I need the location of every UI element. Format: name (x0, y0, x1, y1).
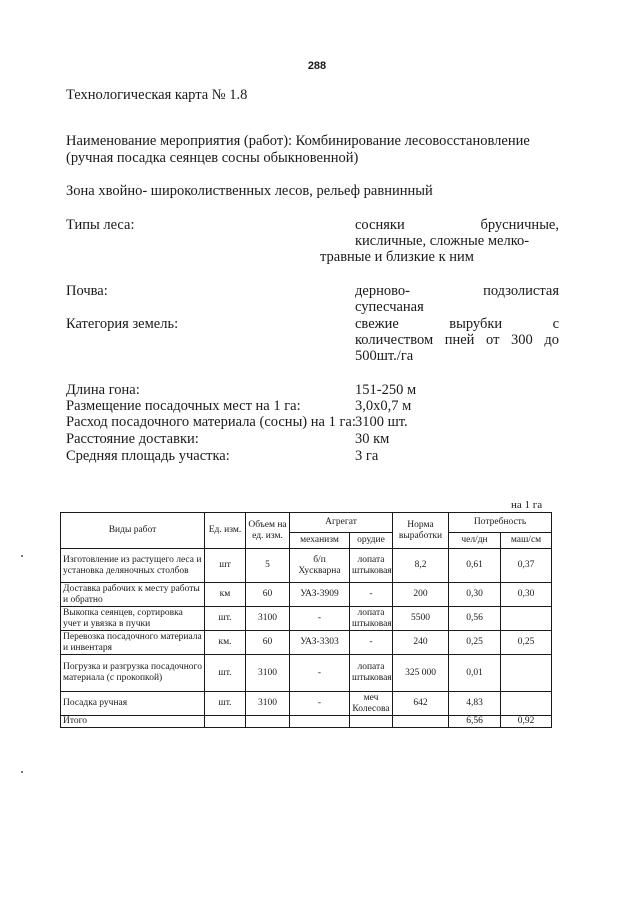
cell-work: Погрузка и разгрузка посадочного материала (с прокопкой) (61, 655, 205, 692)
forest-types-label: Типы леса: (66, 217, 135, 233)
cell-mechanism: УАЗ-3909 (290, 583, 350, 607)
forest-types-line-1: сосняки брусничные, (355, 217, 559, 233)
param-label: Длина гона: (66, 382, 140, 398)
total-man-days: 6,56 (449, 716, 501, 728)
table-total-row (61, 716, 552, 728)
cell-work: Изготовление из растущего леса и установка деляночных столбов (61, 549, 205, 583)
cell-man-days: 0,01 (449, 655, 501, 692)
cell-volume: 3100 (246, 607, 290, 631)
cell-machine (501, 607, 552, 631)
page-number: 288 (307, 60, 327, 72)
cell-machine (501, 655, 552, 692)
cell-machine (501, 692, 552, 716)
cell-machine: 0,25 (501, 631, 552, 655)
header-man-days: чел/дн (449, 533, 501, 549)
cell-man-days: 0,61 (449, 549, 501, 583)
cell-unit: шт (205, 549, 246, 583)
forest-types-line-2: кисличные, сложные мелко- (355, 233, 530, 249)
param-label: Размещение посадочных мест на 1 га: (66, 398, 301, 414)
cell-machine: 0,37 (501, 549, 552, 583)
table-row (61, 549, 552, 583)
cell-mechanism: б/п Хускварна (290, 549, 350, 583)
cell-mechanism: - (290, 655, 350, 692)
param-value: 3 га (355, 448, 379, 464)
soil-label: Почва: (66, 283, 108, 299)
total-empty-cell (290, 716, 350, 728)
cell-unit: шт. (205, 692, 246, 716)
total-machine: 0,92 (501, 716, 552, 728)
cell-unit: шт. (205, 607, 246, 631)
soil-line-2: супесчаная (355, 299, 424, 315)
table-header-row (61, 513, 552, 533)
header-tool: орудие (350, 533, 393, 549)
total-empty-cell (246, 716, 290, 728)
total-empty-cell (393, 716, 449, 728)
header-norm: Норма выработки (393, 513, 449, 549)
scan-speck (21, 555, 23, 557)
table-row (61, 655, 552, 692)
card-title: Технологическая карта № 1.8 (66, 87, 248, 103)
cell-volume: 5 (246, 549, 290, 583)
cell-unit: км (205, 583, 246, 607)
total-empty-cell (350, 716, 393, 728)
soil-line-1: дерново- подзолистая (355, 283, 559, 299)
cell-work: Выкопка сеянцев, сортировка учет и увязка в пучки (61, 607, 205, 631)
cell-norm: 5500 (393, 607, 449, 631)
table-row (61, 692, 552, 716)
cell-volume: 60 (246, 583, 290, 607)
cell-volume: 3100 (246, 655, 290, 692)
table-row (61, 607, 552, 631)
cell-man-days: 0,56 (449, 607, 501, 631)
cell-volume: 60 (246, 631, 290, 655)
activity-line-2: (ручная посадка сеянцев сосны обыкновенной) (66, 150, 359, 166)
cell-mechanism: УАЗ-3303 (290, 631, 350, 655)
cell-tool: меч Колесова (350, 692, 393, 716)
cell-work: Доставка рабочих к месту работы и обратно (61, 583, 205, 607)
param-value: 30 км (355, 431, 390, 447)
param-value: 3100 шт. (355, 414, 408, 430)
cell-norm: 325 000 (393, 655, 449, 692)
header-need: Потребность (449, 513, 552, 533)
header-aggregate: Агрегат (290, 513, 393, 533)
land-category-line-1: свежие вырубки с (355, 316, 559, 332)
header-machine-shifts: маш/см (501, 533, 552, 549)
cell-unit: шт. (205, 655, 246, 692)
cell-norm: 240 (393, 631, 449, 655)
header-mechanism: механизм (290, 533, 350, 549)
land-category-line-3: 500шт./га (355, 348, 414, 364)
zone-line: Зона хвойно- широколиственных лесов, рельеф равнинный (66, 183, 433, 199)
land-category-label: Категория земель: (66, 316, 179, 332)
param-label: Расход посадочного материала (сосны) на 1 га: (66, 414, 356, 430)
cell-norm: 8,2 (393, 549, 449, 583)
cell-machine: 0,30 (501, 583, 552, 607)
cell-volume: 3100 (246, 692, 290, 716)
cell-tool: - (350, 583, 393, 607)
activity-line-1: Наименование мероприятия (работ): Комбинирование лесовосстановление (66, 133, 530, 149)
cell-tool: лопата штыковая (350, 655, 393, 692)
table-unit-note: на 1 га (511, 499, 543, 511)
total-empty-cell (205, 716, 246, 728)
scan-speck (21, 771, 23, 773)
param-label: Расстояние доставки: (66, 431, 199, 447)
param-value: 3,0x0,7 м (355, 398, 412, 414)
cell-work: Перевозка посадочного материала и инвентаря (61, 631, 205, 655)
forest-types-line-3: травные и близкие к ним (320, 249, 474, 265)
cell-tool: лопата штыковая (350, 549, 393, 583)
cell-unit: км. (205, 631, 246, 655)
header-volume: Объем на ед. изм. (246, 513, 290, 549)
cell-tool: - (350, 631, 393, 655)
table-row (61, 631, 552, 655)
cell-norm: 200 (393, 583, 449, 607)
cell-mechanism: - (290, 607, 350, 631)
table-row (61, 583, 552, 607)
work-norms-table (60, 512, 552, 728)
param-value: 151-250 м (355, 382, 417, 398)
header-unit: Ед. изм. (205, 513, 246, 549)
cell-work: Посадка ручная (61, 692, 205, 716)
cell-man-days: 0,25 (449, 631, 501, 655)
cell-norm: 642 (393, 692, 449, 716)
cell-man-days: 4,83 (449, 692, 501, 716)
cell-man-days: 0,30 (449, 583, 501, 607)
land-category-line-2: количеством пней от 300 до (355, 332, 559, 348)
cell-mechanism: - (290, 692, 350, 716)
param-label: Средняя площадь участка: (66, 448, 230, 464)
total-label: Итого (61, 716, 205, 728)
header-works: Виды работ (61, 513, 205, 549)
cell-tool: лопата штыковая (350, 607, 393, 631)
